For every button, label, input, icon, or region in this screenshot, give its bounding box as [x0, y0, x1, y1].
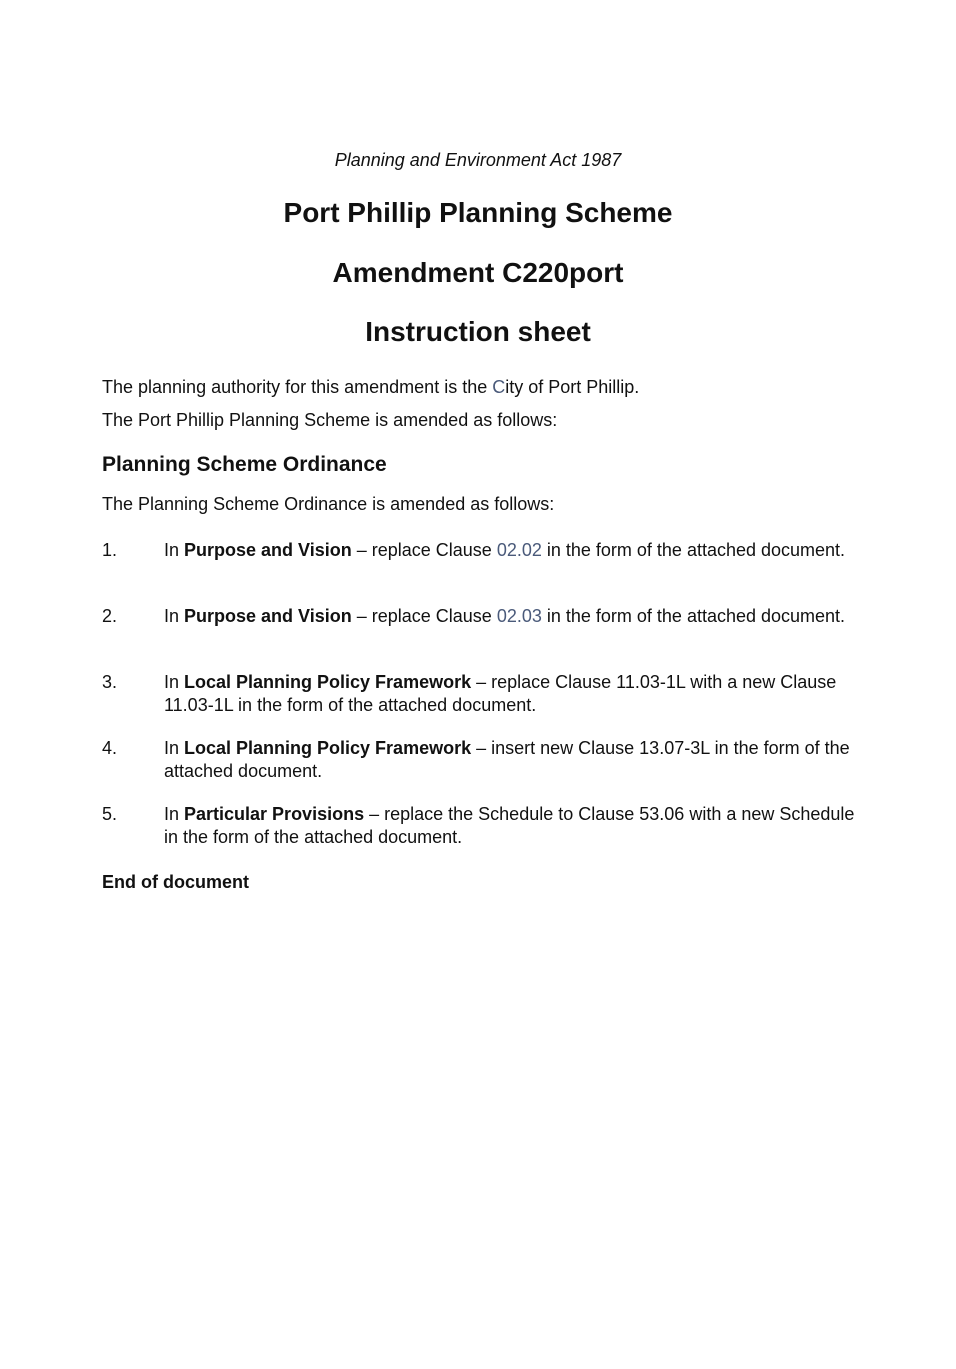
item-prefix: In: [164, 606, 185, 626]
item-prefix: In: [164, 738, 185, 758]
list-item-text: [164, 539, 864, 562]
list-item-number: 4.: [102, 738, 118, 758]
item-rest: – insert new Clause 13.07-3L in the form of the attached document.: [164, 738, 850, 781]
authority-text-end: ity of Port Phillip.: [505, 377, 640, 397]
list-item-number: 3.: [102, 672, 118, 692]
clause-reference: 02.03: [496, 606, 542, 626]
list-item: [102, 671, 862, 717]
item-section: Local Planning Policy Framework: [184, 738, 472, 758]
item-suffix: in the form of the attached document.: [541, 540, 846, 560]
amendment-title: Amendment C220port: [332, 257, 624, 288]
item-rest: – replace the Schedule to Clause 53.06 with a new Schedule in the form of the attached document.: [164, 804, 855, 847]
item-section: Purpose and Vision: [184, 540, 352, 560]
end-of-document: End of document: [102, 872, 249, 892]
authority-text-c: C: [492, 377, 506, 397]
item-prefix: In: [164, 540, 185, 560]
item-section: Purpose and Vision: [184, 606, 352, 626]
item-mid: – replace Clause: [351, 540, 497, 560]
ordinance-lead: The Planning Scheme Ordinance is amended as follows:: [102, 494, 555, 514]
list-item-number: 2.: [102, 606, 118, 626]
list-item: [102, 737, 862, 783]
amended-statement: The Port Phillip Planning Scheme is amended as follows:: [102, 410, 558, 430]
item-mid: – replace Clause: [351, 606, 497, 626]
scheme-title: Port Phillip Planning Scheme: [283, 197, 673, 228]
item-prefix: In: [164, 804, 185, 824]
list-item-text: [164, 737, 864, 783]
list-item: [102, 539, 862, 562]
item-rest: – replace Clause 11.03-1L with a new Clause 11.03-1L in the form of the attached document.: [164, 672, 837, 715]
item-suffix: in the form of the attached document.: [541, 606, 846, 626]
list-item-text: [164, 671, 864, 717]
ordinance-heading: Planning Scheme Ordinance: [102, 453, 387, 476]
authority-text-start: The planning authority for this amendment is the: [102, 377, 493, 397]
instruction-sheet-title: Instruction sheet: [365, 316, 591, 347]
list-item: [102, 803, 862, 849]
planning-authority-statement: [102, 375, 639, 399]
item-section: Particular Provisions: [184, 804, 365, 824]
list-item-number: 1.: [102, 540, 118, 560]
act-reference: Planning and Environment Act 1987: [334, 150, 622, 170]
list-item: [102, 605, 862, 628]
list-item-number: 5.: [102, 804, 118, 824]
item-section: Local Planning Policy Framework: [184, 672, 472, 692]
list-item-text: [164, 803, 864, 849]
clause-reference: 02.02: [496, 540, 542, 560]
item-prefix: In: [164, 672, 185, 692]
list-item-text: [164, 605, 864, 628]
